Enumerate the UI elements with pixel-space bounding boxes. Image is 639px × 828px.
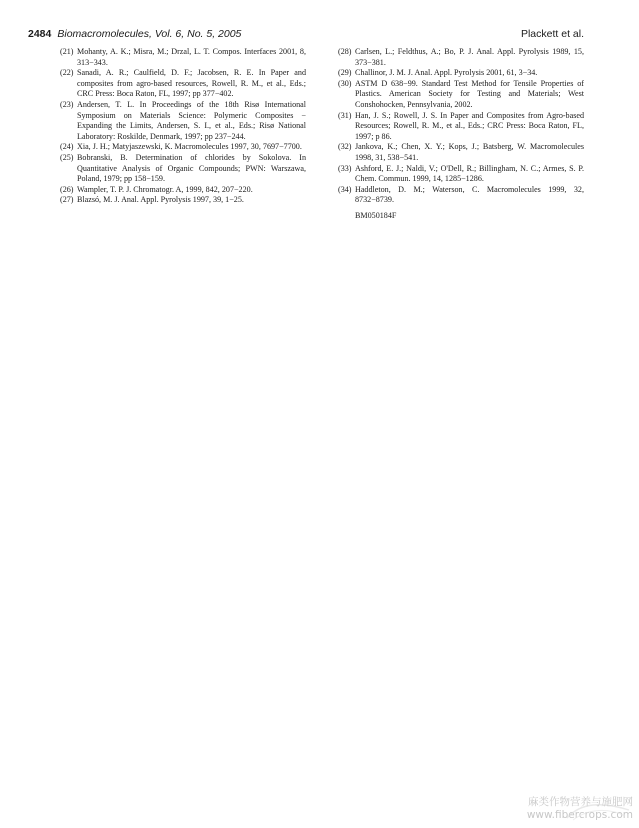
reference-item	[338, 185, 584, 206]
reference-item	[60, 142, 306, 153]
reference-item	[338, 164, 584, 185]
reference-text: Xia, J. H.; Matyjaszewski, K. Macromolecules 1997, 30, 7697−7700.	[77, 142, 302, 152]
reference-item	[60, 47, 306, 68]
reference-number: (23)	[60, 99, 74, 109]
reference-number: (24)	[60, 142, 74, 152]
reference-item	[338, 142, 584, 163]
references-left-column	[60, 47, 306, 206]
reference-text: Blazsó, M. J. Anal. Appl. Pyrolysis 1997, 39, 1−25.	[77, 195, 244, 205]
reference-text: Challinor, J. M. J. Anal. Appl. Pyrolysis 2001, 61, 3−34.	[355, 68, 538, 78]
references-right-column	[338, 47, 584, 222]
watermark-logo-icon	[563, 800, 633, 822]
reference-text: Mohanty, A. K.; Misra, M.; Drzal, L. T. Compos. Interfaces 2001, 8, 313−343.	[77, 47, 306, 67]
reference-item	[338, 79, 584, 111]
site-watermark	[527, 796, 633, 822]
reference-text: Bobranski, B. Determination of chlorides by Sokolova. In Quantitative Analysis of Organic Compounds; PWN: Warszawa, Poland, 1979; pp 158−159.	[77, 152, 306, 184]
reference-number: (31)	[338, 110, 352, 120]
reference-number: (21)	[60, 47, 74, 56]
reference-number: (22)	[60, 68, 74, 78]
reference-number: (30)	[338, 78, 352, 88]
watermark-site-name: 麻类作物营养与施肥网	[528, 796, 633, 808]
journal-citation: Biomacromolecules, Vol. 6, No. 5, 2005	[57, 28, 242, 40]
reference-text: Haddleton, D. M.; Waterson, C. Macromolecules 1999, 32, 8732−8739.	[355, 184, 584, 205]
reference-text: Sanadi, A. R.; Caulfield, D. F.; Jacobsen, R. E. In Paper and composites from agro-based resources, Rowell, R. M., et al., Eds.; CRC Press: Boca Raton, FL, 1997; pp 377−402.	[77, 68, 306, 99]
manuscript-id: BM050184F	[355, 210, 397, 220]
reference-item	[60, 153, 306, 185]
reference-text: Andersen, T. L. In Proceedings of the 18th Risø International Symposium on Materials Science: Polymeric Composites − Expanding the Limits, Andersen, S. I., et al., Eds.; Risø National Laboratory: Roskilde, Denmark, 1997; pp 237−244.	[77, 99, 306, 141]
reference-number: (28)	[338, 47, 352, 56]
reference-text: ASTM D 638−99. Standard Test Method for Tensile Properties of Plastics. American Society for Testing and Materials; West Conshohocken, Pennsylvania, 2002.	[355, 78, 584, 109]
reference-item	[338, 47, 584, 68]
reference-item	[60, 100, 306, 142]
reference-text: Han, J. S.; Rowell, J. S. In Paper and Composites from Agro-based Resources; Rowell, R. M., et al., Eds.; CRC Press: Boca Raton, FL, 1997; p 86.	[355, 110, 584, 141]
page-header	[28, 27, 584, 41]
reference-number: (34)	[338, 184, 352, 194]
page-number: 2484	[28, 28, 52, 40]
watermark-url: www.fibercrops.com	[526, 809, 633, 821]
reference-item	[338, 111, 584, 143]
reference-number: (27)	[60, 195, 74, 205]
reference-text: Ashford, E. J.; Naldi, V.; O'Dell, R.; Billingham, N. C.; Armes, S. P. Chem. Commun. 1999, 14, 1285−1286.	[355, 163, 584, 184]
reference-number: (33)	[338, 163, 352, 173]
reference-item	[60, 185, 306, 196]
reference-number: (26)	[60, 184, 74, 194]
reference-number: (29)	[338, 68, 352, 78]
reference-item	[60, 68, 306, 100]
running-authors: Plackett et al.	[520, 28, 584, 40]
reference-text: Jankova, K.; Chen, X. Y.; Kops, J.; Batsberg, W. Macromolecules 1998, 31, 538−541.	[355, 142, 584, 162]
reference-number: (32)	[338, 142, 352, 152]
reference-text: Carlsen, L.; Feldthus, A.; Bo, P. J. Anal. Appl. Pyrolysis 1989, 15, 373−381.	[355, 47, 584, 67]
reference-text: Wampler, T. P. J. Chromatogr. A, 1999, 842, 207−220.	[77, 184, 253, 194]
reference-number: (25)	[60, 152, 74, 162]
reference-item	[60, 195, 306, 206]
reference-item	[338, 68, 584, 79]
header-left	[28, 27, 241, 41]
